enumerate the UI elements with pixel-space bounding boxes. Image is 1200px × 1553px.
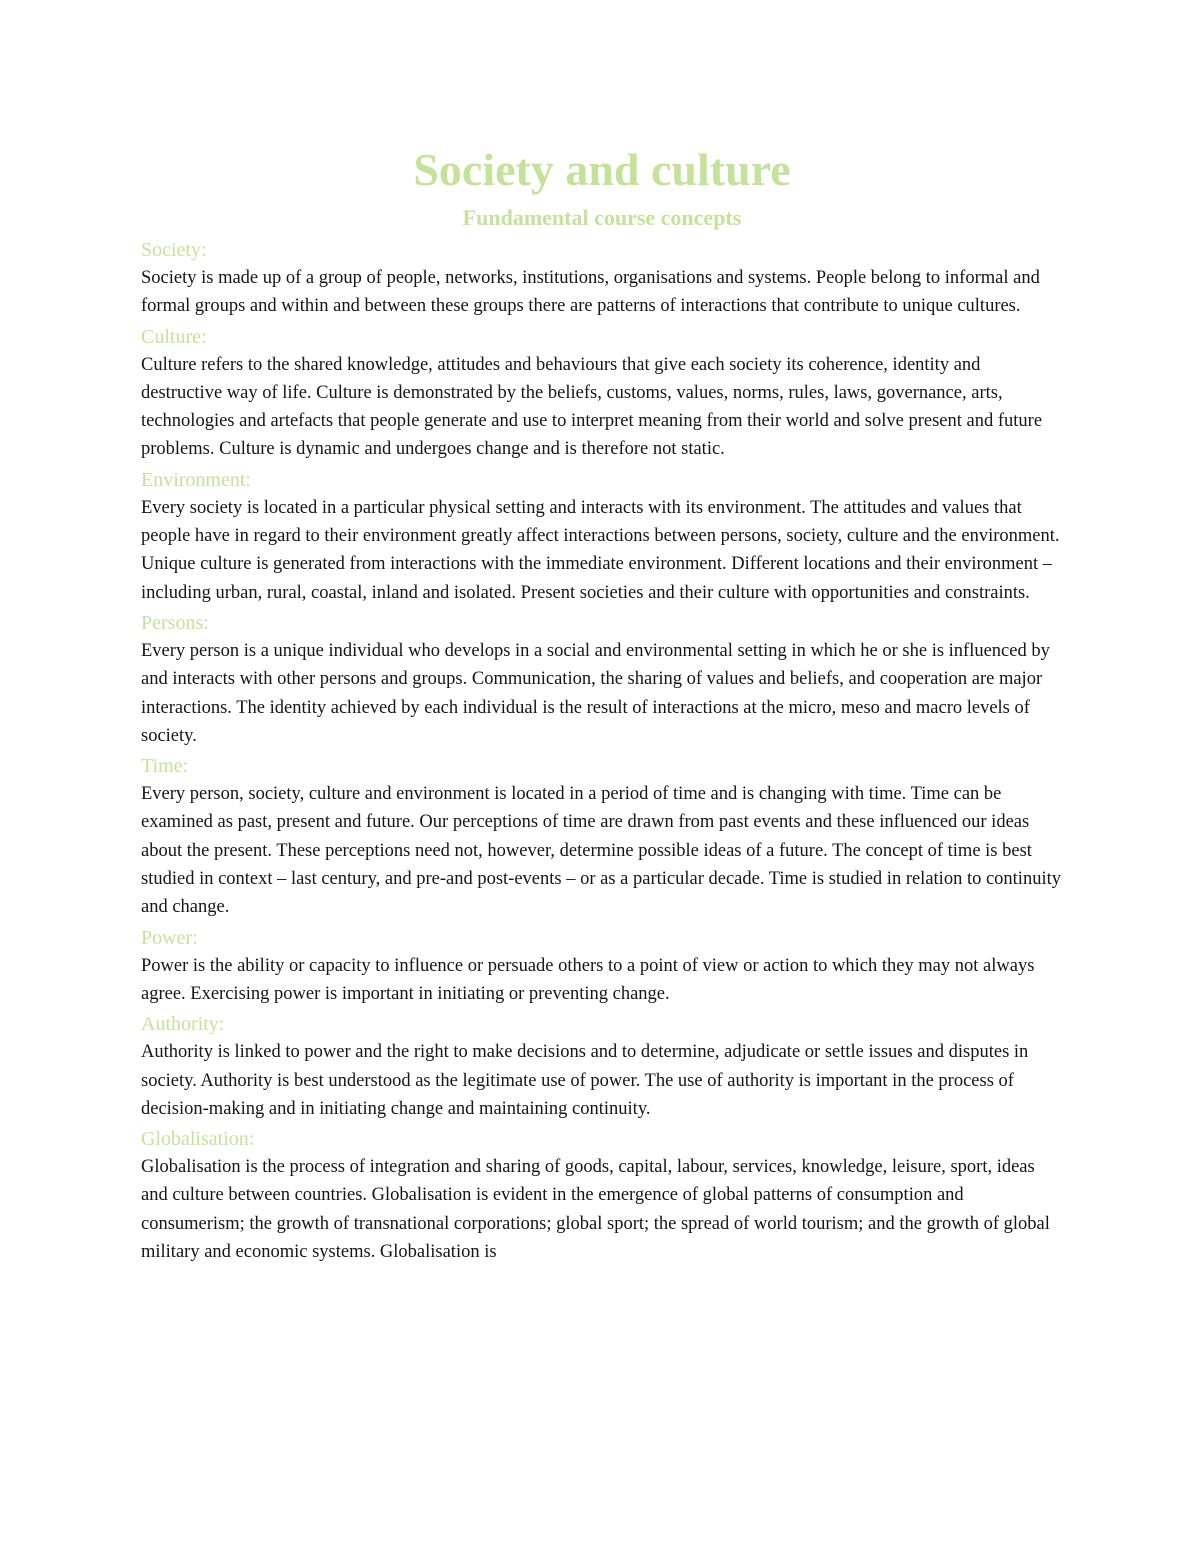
- section-society: [141, 236, 1063, 321]
- section-globalisation: [141, 1125, 1063, 1266]
- section-persons: [141, 609, 1063, 750]
- section-heading: Culture:: [141, 325, 207, 348]
- section-heading: Society:: [141, 239, 207, 261]
- section-body: Society is made up of a group of people, networks, institutions, organisations and systems. People belong to informal and formal groups and within and between these groups there are patterns of interactions that contribute to unique cultures.: [141, 268, 1040, 317]
- section-authority: [141, 1010, 1063, 1123]
- section-heading: Power:: [141, 926, 198, 949]
- section-heading: Globalisation:: [141, 1128, 255, 1151]
- section-time: [141, 752, 1063, 921]
- section-power: [141, 924, 1063, 1009]
- section-body: Authority is linked to power and the right to make decisions and to determine, adjudicate or settle issues and disputes in society. Authority is best understood as the legitimate use of power. The use of authority is important in the process of decision-making and in initiating change and maintaining continuity.: [141, 1042, 1029, 1119]
- section-body: Globalisation is the process of integration and sharing of goods, capital, labour, services, knowledge, leisure, sport, ideas and culture between countries. Globalisation is evident in the emergence of global patterns of consumption and consumerism; the growth of transnational corporations; global sport; the spread of world tourism; and the growth of global military and economic systems. Globalisation is: [141, 1157, 1050, 1263]
- section-heading: Persons:: [141, 611, 209, 634]
- section-culture: [141, 323, 1063, 464]
- document-title: Society and culture: [413, 144, 791, 195]
- section-heading: Authority:: [141, 1013, 225, 1036]
- document-content: [141, 138, 1063, 1268]
- document-subtitle: Fundamental course concepts: [462, 205, 742, 230]
- section-body: Culture refers to the shared knowledge, attitudes and behaviours that give each society its coherence, identity and destructive way of life. Culture is demonstrated by the beliefs, customs, values, norms, rules, laws, governance, arts, technologies and artefacts that people generate and use to interpret meaning from their world and solve present and future problems. Culture is dynamic and undergoes change and is therefore not static.: [141, 354, 1043, 460]
- section-body: Every person, society, culture and environment is located in a period of time and is changing with time. Time can be examined as past, present and future. Our perceptions of time are drawn from past events and these influenced our ideas about the present. These perceptions need not, however, determine possible ideas of a future. The concept of time is best studied in context – last century, and pre-and post-events – or as a particular decade. Time is studied in relation to continuity and change.: [141, 784, 1061, 918]
- section-environment: [141, 466, 1063, 607]
- section-body: Power is the ability or capacity to influence or persuade others to a point of view or action to which they may not always agree. Exercising power is important in initiating or preventing change.: [141, 955, 1035, 1004]
- section-body: Every person is a unique individual who develops in a social and environmental setting in which he or she is influenced by and interacts with other persons and groups. Communication, the sharing of values and beliefs, and cooperation are major interactions. The identity achieved by each individual is the result of interactions at the micro, meso and macro levels of society.: [141, 640, 1050, 746]
- section-heading: Environment:: [141, 468, 251, 491]
- section-body: Every society is located in a particular physical setting and interacts with its environment. The attitudes and values that people have in regard to their environment greatly affect interactions between persons, society, culture and the environment. Unique culture is generated from interactions with the immediate environment. Different locations and their environment – including urban, rural, coastal, inland and isolated. Present societies and their culture with opportunities and constraints.: [141, 497, 1060, 603]
- section-heading: Time:: [141, 755, 189, 778]
